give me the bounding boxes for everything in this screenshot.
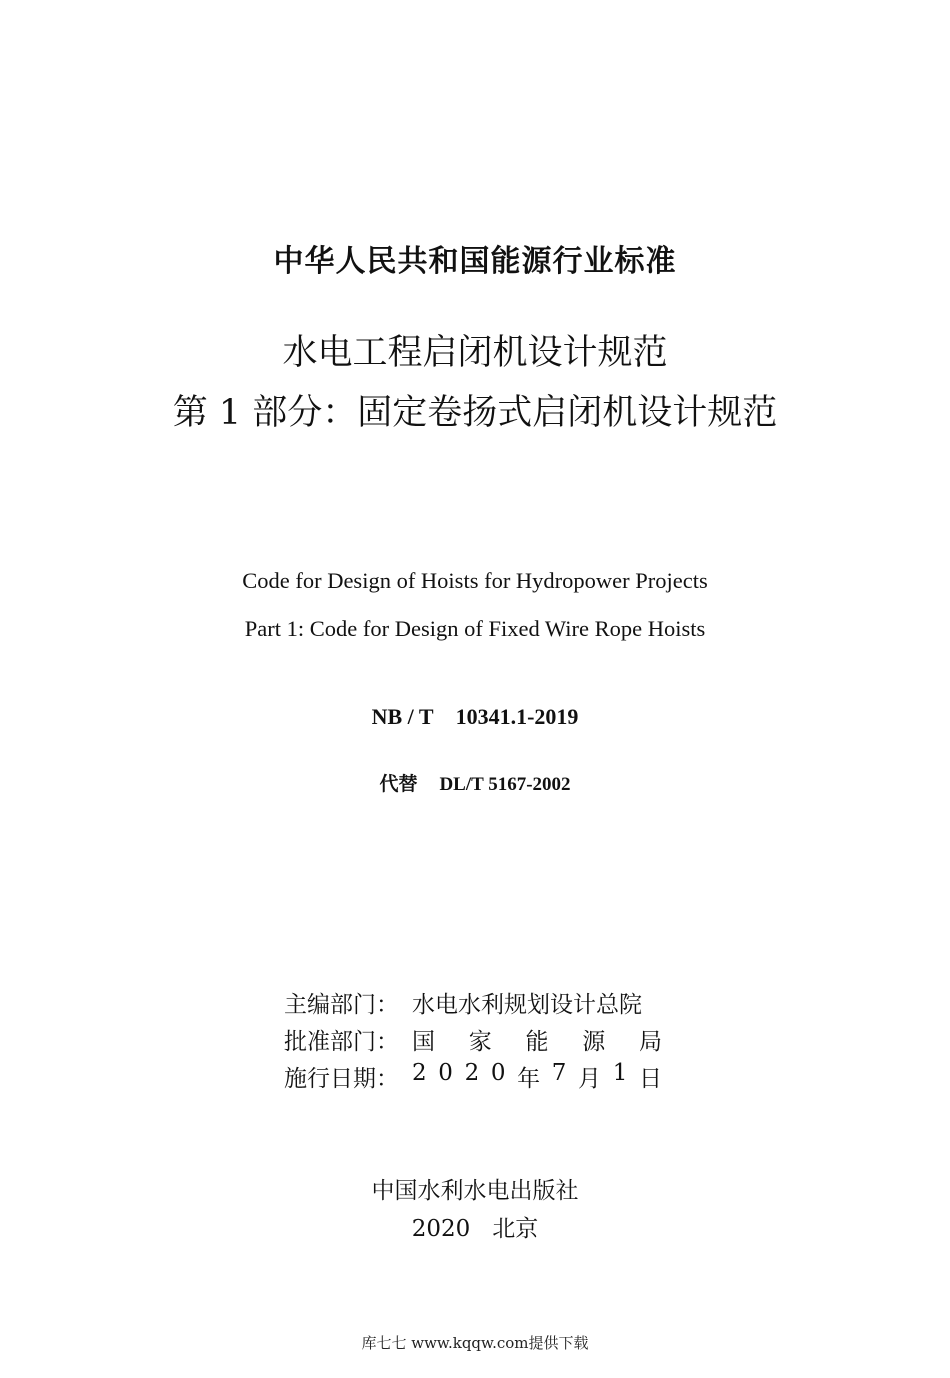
- approver-label: 批准部门：: [284, 1029, 399, 1055]
- standard-code-prefix: NB / T: [371, 704, 434, 729]
- effective-date-char: 0: [438, 1060, 453, 1086]
- replaces-line: [0, 769, 950, 796]
- effective-date-char: 2: [464, 1060, 480, 1086]
- publication-city: 北京: [492, 1216, 539, 1242]
- approver-char: 局: [639, 1029, 662, 1055]
- replaces-code: DL/T 5167-2002: [439, 774, 571, 795]
- effective-date-char: 年: [517, 1066, 541, 1092]
- publisher-name: 中国水利水电出版社: [371, 1178, 579, 1204]
- approver-row: [284, 1023, 664, 1055]
- effective-date-char: 日: [638, 1066, 662, 1092]
- effective-date-value: [412, 1060, 662, 1093]
- publication-line: [0, 1210, 950, 1243]
- effective-date-char: 月: [578, 1066, 602, 1092]
- approver-char: 国: [412, 1029, 435, 1055]
- publication-year: 2020: [411, 1216, 471, 1242]
- effective-date-label: 施行日期：: [284, 1066, 399, 1092]
- document-subtitle-en: Part 1: Code for Design of Fixed Wire Rope Hoists: [244, 616, 706, 641]
- effective-date-char: 0: [490, 1060, 506, 1086]
- approver-char: 能: [525, 1029, 549, 1055]
- editor-row: [284, 986, 664, 1018]
- editor-label: 主编部门：: [284, 992, 399, 1018]
- document-title-cn: 水电工程启闭机设计规范: [282, 333, 668, 373]
- standard-code-number: 10341.1-2019: [455, 704, 579, 729]
- effective-date-row: [284, 1060, 664, 1092]
- document-subtitle-cn: 第 1 部分：固定卷扬式启闭机设计规范: [172, 393, 778, 433]
- approver-value: [412, 1023, 662, 1056]
- download-footer: 库七七 www.kqqw.com提供下载: [361, 1334, 589, 1352]
- approver-char: 源: [582, 1029, 606, 1055]
- standard-code: [0, 704, 950, 730]
- effective-date-char: 2: [412, 1060, 427, 1086]
- editor-value: 水电水利规划设计总院: [412, 992, 642, 1018]
- approver-char: 家: [468, 1029, 492, 1055]
- document-title-en: Code for Design of Hoists for Hydropower Projects: [242, 568, 708, 593]
- industry-standard-heading: 中华人民共和国能源行业标准: [273, 244, 677, 279]
- effective-date-char: 1: [612, 1060, 628, 1086]
- effective-date-char: 7: [551, 1060, 567, 1086]
- replaces-label: 代替: [379, 773, 418, 795]
